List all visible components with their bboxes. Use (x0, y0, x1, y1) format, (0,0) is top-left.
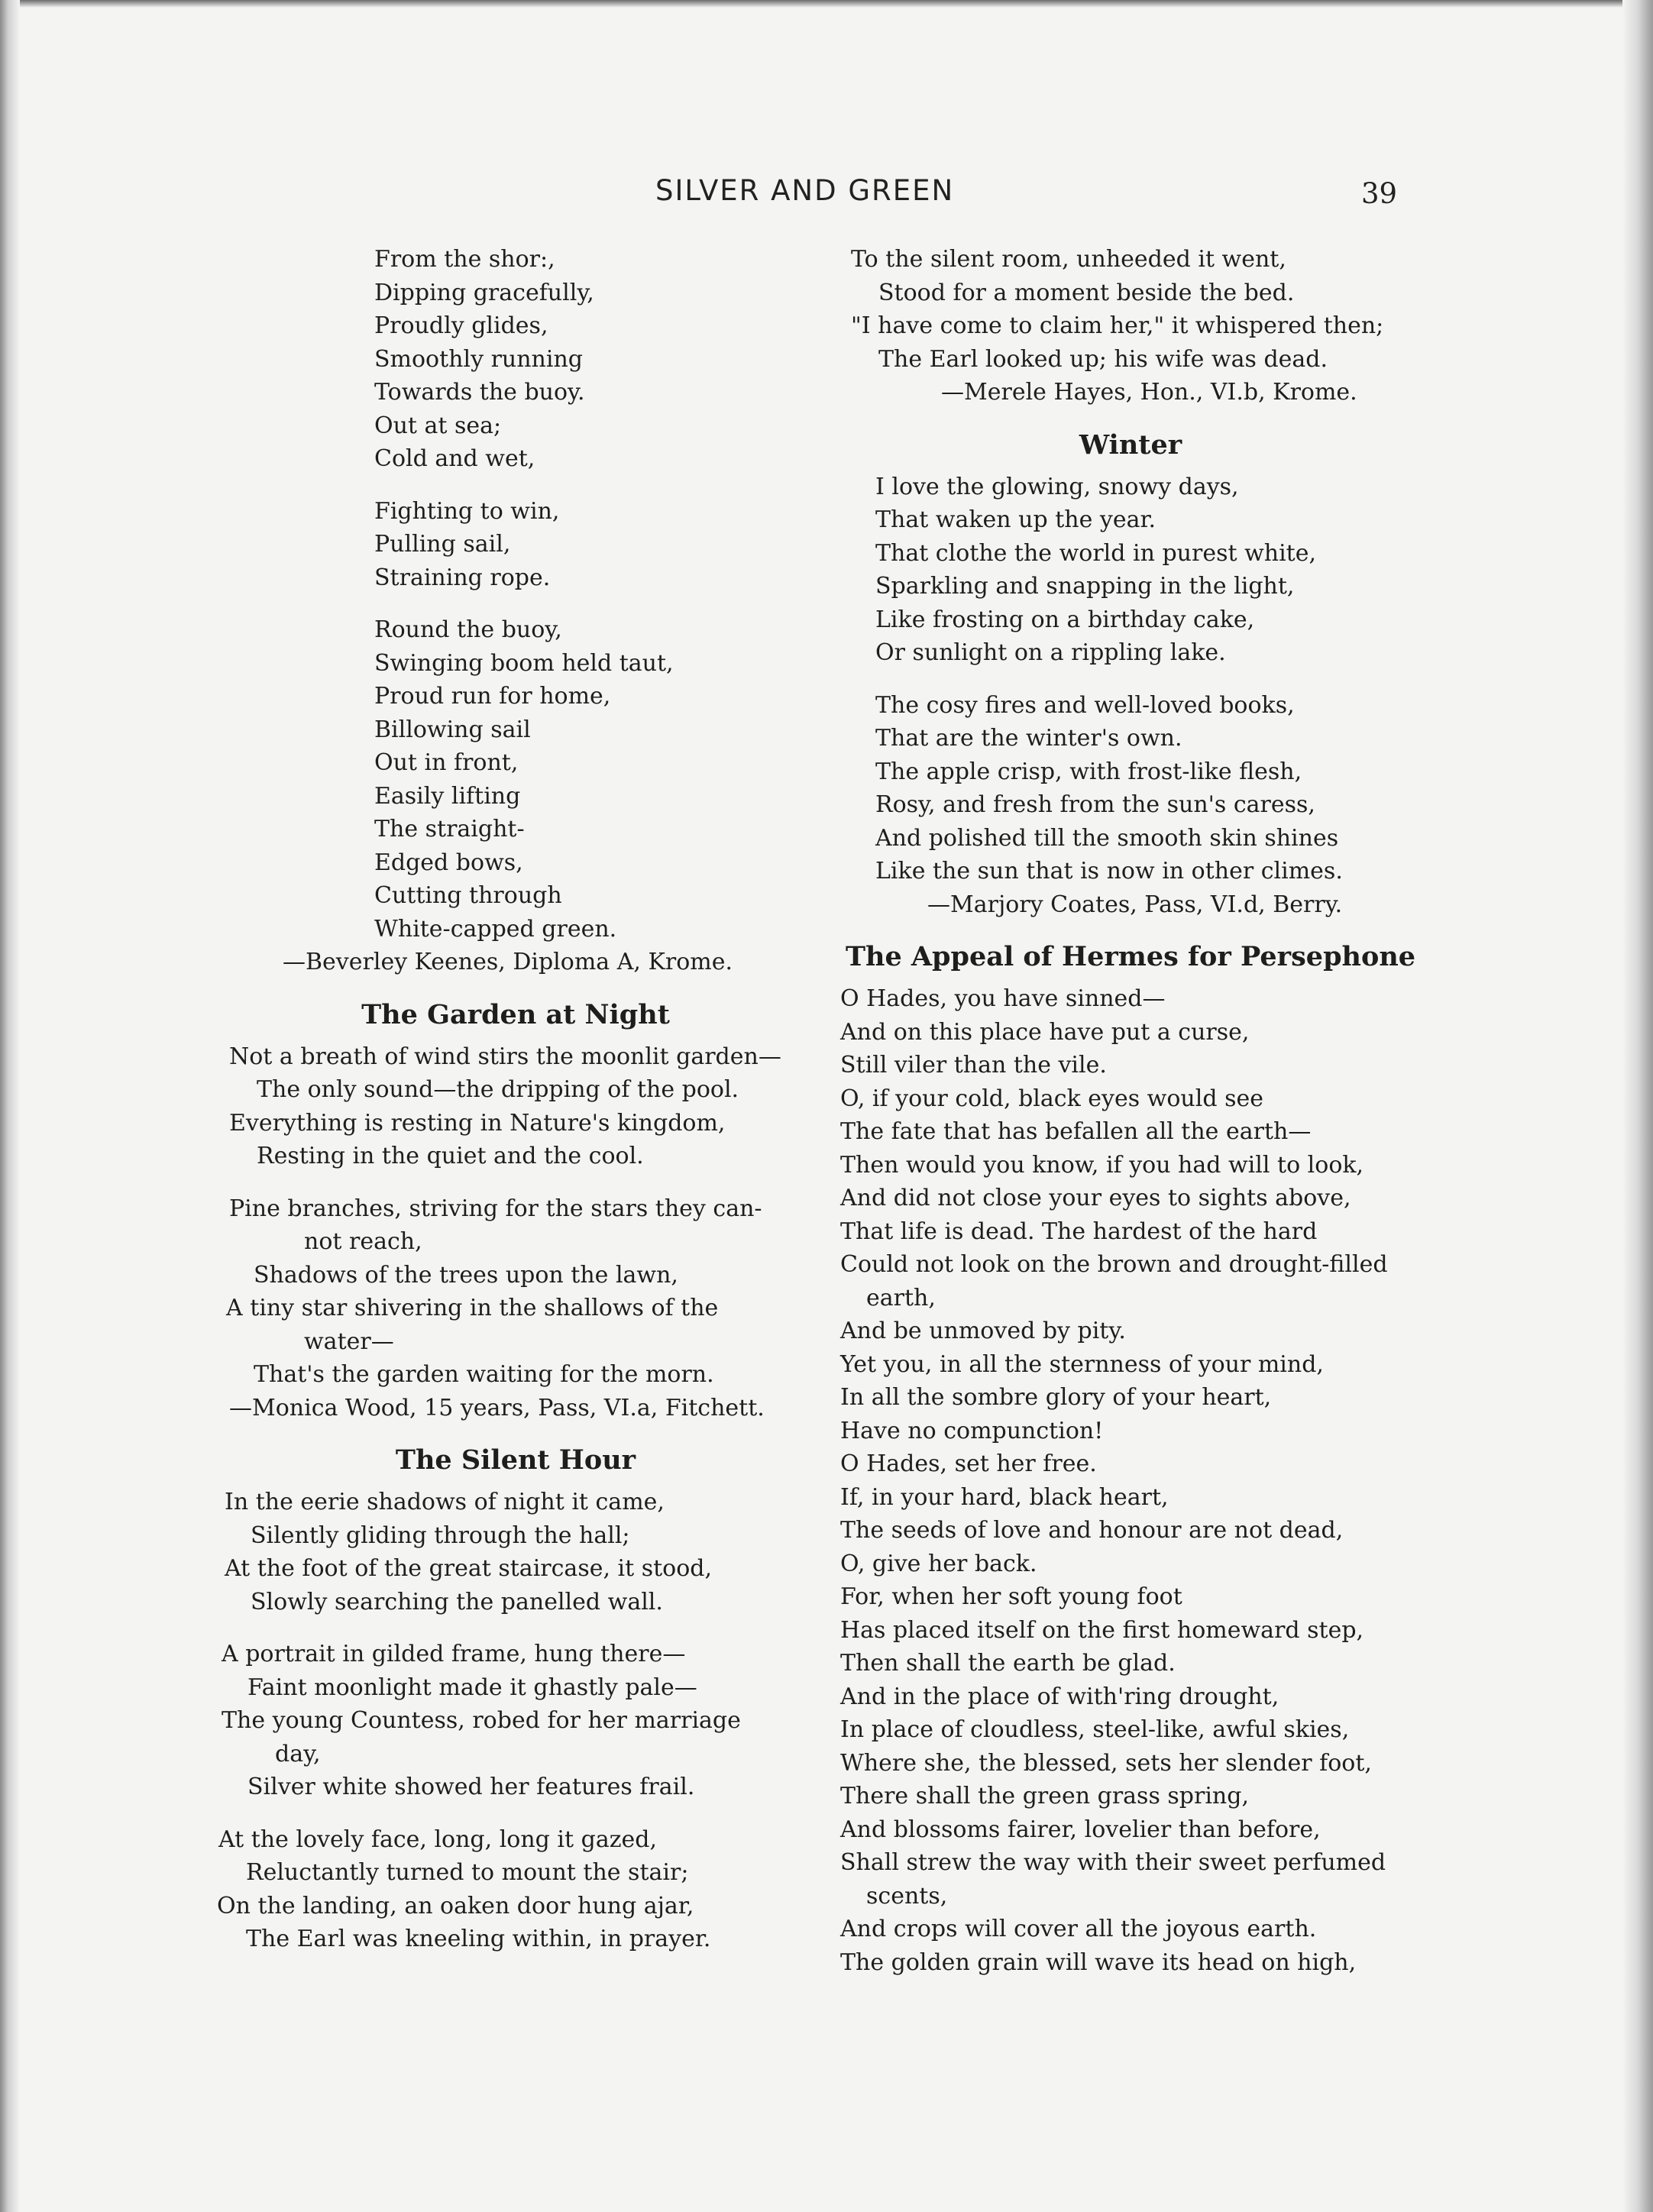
verse-line: A portrait in gilded frame, hung there— (222, 1641, 686, 1667)
stanza-break (214, 594, 817, 613)
verse-line: Proudly glides, (374, 312, 548, 339)
verse-line: Has placed itself on the first homeward step, (840, 1616, 1364, 1644)
stanza-break (214, 1804, 817, 1823)
author-credit: —Marjory Coates, Pass, VI.d, Berry. (927, 891, 1343, 918)
poem-title: Winter (1079, 428, 1182, 461)
verse-line: That's the garden waiting for the morn. (254, 1361, 714, 1388)
verse-line: Yet you, in all the sternness of your mind, (840, 1350, 1324, 1378)
verse-line: That waken up the year. (875, 506, 1156, 533)
verse-line: Reluctantly turned to mount the stair; (246, 1859, 689, 1886)
verse-line: From the shor:, (374, 246, 555, 273)
verse-line: And be unmoved by pity. (840, 1318, 1126, 1344)
page-edge-shadow-top (0, 0, 1653, 8)
verse-line: Dipping gracefully, (374, 279, 594, 306)
verse-line: Resting in the quiet and the cool. (257, 1143, 644, 1169)
verse-line: Towards the buoy. (374, 379, 585, 406)
verse-line: O Hades, you have sinned— (840, 985, 1166, 1012)
verse-line: Then would you know, if you had will to look, (840, 1151, 1364, 1179)
verse-line: The Earl was kneeling within, in prayer. (246, 1926, 711, 1952)
verse-line: The young Countess, robed for her marriage (222, 1707, 741, 1734)
verse-line: Where she, the blessed, sets her slender foot, (840, 1749, 1372, 1777)
running-head: SILVER AND GREEN (655, 174, 955, 207)
author-credit: —Monica Wood, 15 years, Pass, VI.a, Fitchett. (229, 1394, 765, 1421)
verse-line: scents, (866, 1882, 948, 1910)
verse-line: Slowly searching the panelled wall. (251, 1588, 663, 1615)
verse-line: The straight- (374, 816, 525, 842)
stanza-break (214, 476, 817, 495)
verse-line: The cosy fires and well-loved books, (875, 691, 1295, 719)
verse-line: The golden grain will wave its head on high, (840, 1948, 1357, 1976)
verse-line: For, when her soft young foot (840, 1583, 1182, 1610)
left-column (214, 243, 817, 1956)
verse-line: I love the glowing, snowy days, (875, 473, 1239, 500)
stanza-break (214, 1173, 817, 1192)
verse-line: Sparkling and snapping in the light, (875, 573, 1295, 600)
verse-line: Round the buoy, (374, 616, 562, 643)
verse-line: Out in front, (374, 749, 519, 776)
verse-line: Billowing sail (374, 716, 531, 743)
verse-line: On the landing, an oaken door hung ajar, (217, 1892, 694, 1919)
verse-line: If, in your hard, black heart, (840, 1483, 1169, 1511)
verse-line: In the eerie shadows of night it came, (225, 1489, 665, 1515)
right-column (833, 243, 1428, 1979)
verse-line: To the silent room, unheeded it went, (851, 246, 1286, 273)
verse-line: O Hades, set her free. (840, 1450, 1097, 1477)
verse-line: At the lovely face, long, long it gazed, (218, 1826, 657, 1853)
verse-line: And blossoms fairer, lovelier than before, (840, 1816, 1321, 1843)
verse-line: not reach, (304, 1228, 422, 1255)
verse-line: Cold and wet, (374, 445, 535, 472)
verse-line: day, (275, 1740, 321, 1767)
author-credit: —Beverley Keenes, Diploma A, Krome. (283, 949, 733, 975)
verse-line: O, give her back. (840, 1550, 1037, 1577)
verse-line: Cutting through (374, 882, 562, 909)
verse-line: Edged bows, (374, 849, 523, 876)
verse-line: Smoothly running (374, 345, 584, 373)
verse-line: The seeds of love and honour are not dead, (840, 1517, 1344, 1544)
verse-line: Silently gliding through the hall; (251, 1522, 630, 1549)
verse-line: Easily lifting (374, 782, 521, 810)
verse-line: Shadows of the trees upon the lawn, (254, 1261, 678, 1289)
verse-line: And did not close your eyes to sights above, (840, 1185, 1351, 1211)
verse-line: Not a breath of wind stirs the moonlit garden— (229, 1043, 781, 1070)
verse-line: The fate that has befallen all the earth— (840, 1118, 1312, 1145)
verse-line: That clothe the world in purest white, (875, 539, 1317, 567)
verse-line: Like the sun that is now in other climes. (875, 858, 1343, 884)
verse-line: At the foot of the great staircase, it stood, (225, 1555, 713, 1582)
verse-line: The only sound—the dripping of the pool. (257, 1076, 739, 1103)
verse-line: Out at sea; (374, 412, 502, 439)
verse-line: In place of cloudless, steel-like, awful skies, (840, 1716, 1350, 1743)
verse-line: O, if your cold, black eyes would see (840, 1085, 1263, 1112)
verse-line: Silver white showed her features frail. (247, 1774, 695, 1800)
verse-line: water— (304, 1328, 394, 1355)
verse-line: That are the winter's own. (875, 725, 1182, 752)
verse-line: Could not look on the brown and drought-filled (840, 1251, 1388, 1278)
page-edge-shadow-left (0, 0, 20, 2212)
verse-line: White-capped green. (374, 915, 617, 943)
verse-line: And crops will cover all the joyous earth. (840, 1916, 1317, 1942)
verse-line: Swinging boom held taut, (374, 649, 674, 677)
verse-line: Pulling sail, (374, 531, 511, 558)
verse-line: Like frosting on a birthday cake, (875, 606, 1255, 633)
author-credit: —Merele Hayes, Hon., VI.b, Krome. (941, 379, 1357, 406)
page-number: 39 (1361, 177, 1398, 210)
verse-line: A tiny star shivering in the shallows of the (226, 1295, 719, 1321)
verse-line: Pine branches, striving for the stars they can- (229, 1195, 762, 1222)
verse-line: Shall strew the way with their sweet perfumed (840, 1849, 1386, 1876)
verse-line: The apple crisp, with frost-like flesh, (875, 758, 1302, 785)
verse-line: Then shall the earth be glad. (840, 1650, 1176, 1677)
verse-line: And polished till the smooth skin shines (875, 824, 1339, 852)
verse-line: Proud run for home, (374, 683, 611, 710)
poem-title: The Silent Hour (395, 1444, 636, 1476)
verse-line: There shall the green grass spring, (840, 1783, 1249, 1809)
verse-line: Everything is resting in Nature's kingdom, (229, 1109, 726, 1137)
verse-line: And on this place have put a curse, (840, 1018, 1250, 1046)
verse-line: Still viler than the vile. (840, 1052, 1107, 1079)
stanza-break (833, 670, 1428, 689)
verse-line: Fighting to win, (374, 497, 560, 525)
poem-title: The Appeal of Hermes for Persephone (845, 941, 1416, 972)
verse-line: Or sunlight on a rippling lake. (875, 639, 1226, 666)
poem-title: The Garden at Night (361, 998, 670, 1030)
stanza-break (214, 1619, 817, 1638)
verse-line: That life is dead. The hardest of the hard (840, 1218, 1318, 1245)
verse-line: The Earl looked up; his wife was dead. (878, 345, 1328, 373)
page-edge-shadow-right (1622, 0, 1653, 2212)
verse-line: And in the place of with'ring drought, (840, 1683, 1279, 1710)
verse-line: Faint moonlight made it ghastly pale— (247, 1674, 697, 1701)
verse-line: Rosy, and fresh from the sun's caress, (875, 791, 1315, 818)
verse-line: Stood for a moment beside the bed. (878, 279, 1295, 306)
verse-line: earth, (866, 1284, 936, 1311)
verse-line: Straining rope. (374, 564, 551, 591)
verse-line: Have no compunction! (840, 1417, 1104, 1444)
verse-line: In all the sombre glory of your heart, (840, 1384, 1272, 1411)
verse-line: "I have come to claim her," it whispered then; (851, 312, 1384, 339)
